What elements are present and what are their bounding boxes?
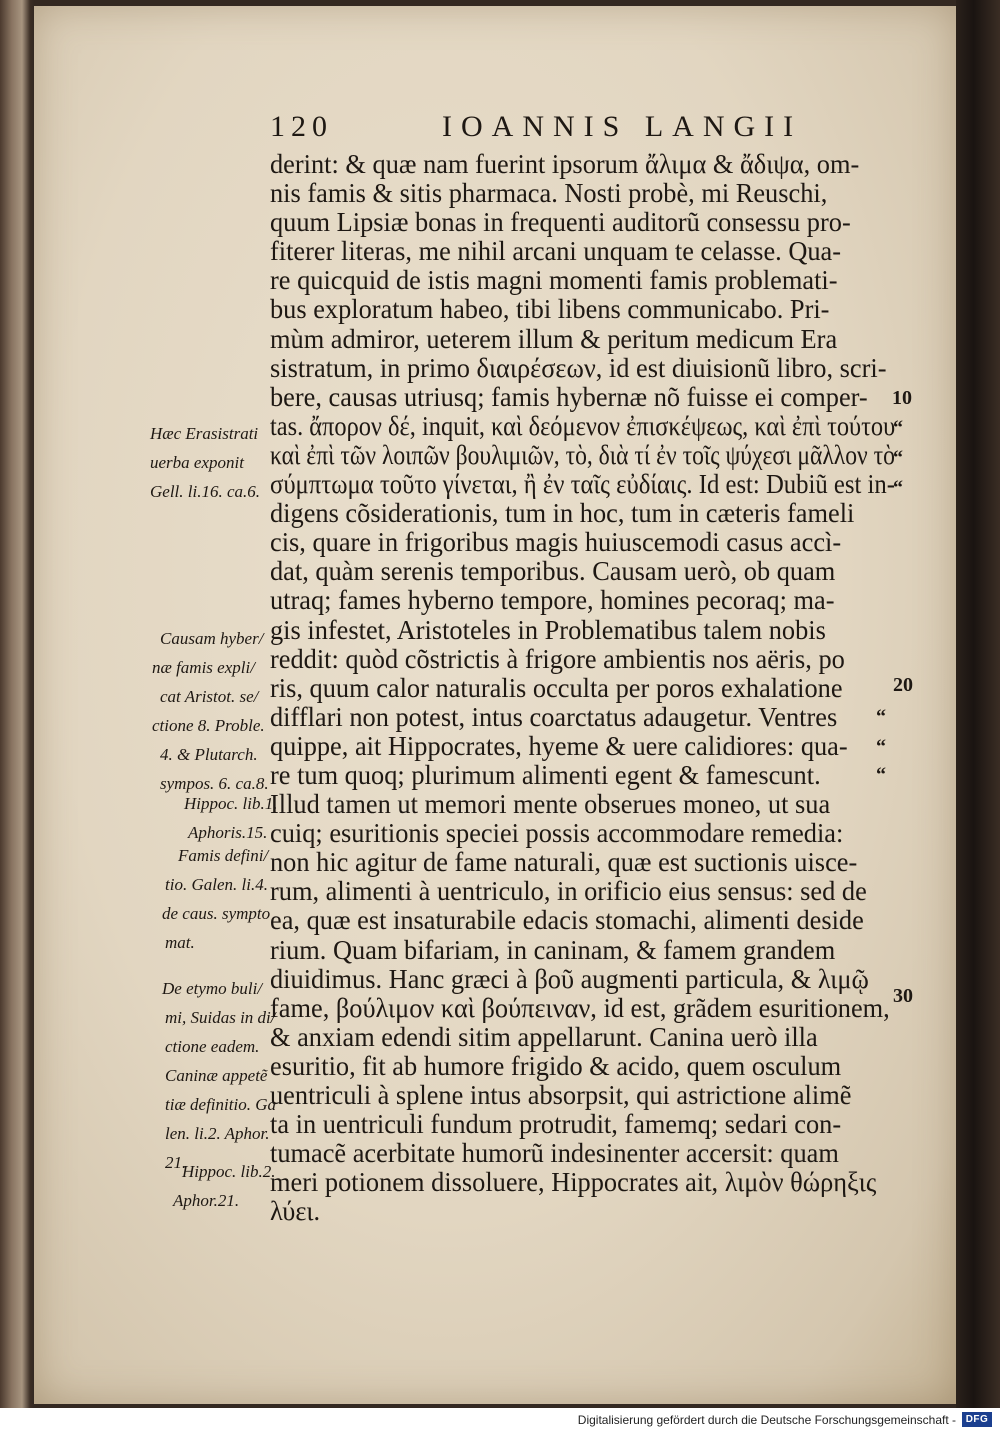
margin-note-line: Hæc Erasistrati [150,424,259,443]
text-line: fame, βούλιμον καὶ βούπειναν, id est, grãdem esuritionem, [270,992,890,1023]
line-number-20: 20 [893,674,913,696]
margin-note-line: 21. [165,1153,187,1172]
text-line: digens cõsiderationis, tum in hoc, tum in cæteris fameli [270,498,855,529]
footer-credit: Digitalisierung gefördert durch die Deutsche Forschungsgemeinschaft - [577,1413,956,1427]
text-line: tas. ἄπορον δέ, inquit, καὶ δεόμενον ἐπισκέψεως, καὶ ἐπὶ τούτου [270,410,896,441]
text-line: ea, quæ est insaturabile edacis stomachi, alimenti deside [270,905,864,936]
text-line: dat, quàm serenis temporibus. Causam uerò, ob quam [270,556,836,587]
margin-note-line: Caninæ appetẽ [165,1066,268,1085]
dfg-logo-icon: DFG [962,1412,992,1427]
text-line: difflari non potest, intus coarctatus adaugetur. Ventres [270,701,838,732]
text-line: sistratum, in primo διαιρέσεων, id est diuisionũ libro, scri- [270,352,887,383]
line-number-30: 30 [893,985,913,1007]
quote-mark: “ [893,417,903,439]
margin-note-line: De etymo buli/ [162,979,263,998]
text-line: ris, quum calor naturalis occulta per poros exhalatione [270,672,843,703]
quote-mark: “ [893,477,903,499]
margin-note-line: ctione 8. Proble. [152,716,265,735]
quote-mark: “ [876,736,886,758]
text-line: tumacẽ acerbitate humorũ indesinenter accersit: quam [270,1138,839,1169]
text-line: fiterer literas, me nihil arcani unquam te celasse. Qua- [270,236,842,267]
text-line: non hic agitur de fame naturali, quæ est suctionis uisce- [270,847,858,878]
text-line: nis famis & sitis pharmaca. Nosti probè, mi Reuschi, [270,178,828,209]
margin-note-line: tio. Galen. li.4. [165,875,268,894]
margin-note-line: sympos. 6. ca.8. [160,774,269,793]
margin-notes [0,0,300,1400]
line-number-10: 10 [892,387,912,409]
text-line: gis infestet, Aristoteles in Problematibus talem nobis [270,614,826,645]
page-number: 120 [270,110,333,143]
margin-note-line: mi, Suidas in di/ [165,1008,276,1027]
margin-note-line: Hippoc. lib.1. [184,794,278,813]
text-line: re tum quoq; plurimum alimenti egent & famescunt. [270,759,821,790]
text-line: meri potionem dissoluere, Hippocrates ait, λιμὸν θώρηξις [270,1167,877,1198]
quote-mark: “ [876,706,886,728]
margin-note-line: 4. & Plutarch. [160,745,258,764]
margin-note-line: Famis defini/ [178,846,269,865]
text-line: utraq; fames hyberno tempore, homines pecoraq; ma- [270,585,835,616]
text-line: λύει. [270,1196,321,1227]
margin-note-line: len. li.2. Aphor. [165,1124,270,1143]
main-text-block [270,150,910,1226]
text-line: Illud tamen ut memori mente obserues moneo, ut sua [270,789,831,820]
margin-note-line: tiæ definitio. Ga [165,1095,276,1114]
text-line: bus exploratum habeo, tibi libens communicabo. Pri- [270,294,830,325]
text-line: σύμπτωμα τοῦτο γίνεται, ἢ ἐν ταῖς εὐδίαις. Id est: Dubiũ est in- [270,469,895,500]
text-line: καὶ ἐπὶ τῶν λοιπῶν βουλιμιῶν, τὸ, διὰ τί ἐν τοῖς ψύχεσι μᾶλλον τὸ [270,439,895,470]
margin-note-line: cat Aristot. se/ [160,687,259,706]
running-title: IOANNIS LANGII [442,110,803,143]
quote-mark: “ [893,447,903,469]
margin-note-line: Hippoc. lib.2. [182,1162,276,1181]
margin-note-line: uerba exponit [150,453,244,472]
margin-note-line: Aphor.21. [173,1191,240,1210]
text-line: quum Lipsiæ bonas in frequenti auditorũ consessu pro- [270,207,851,238]
margin-note-line: ctione eadem. [165,1037,260,1056]
book-binding [956,0,1000,1408]
margin-note-line: Causam hyber/ [160,629,264,648]
text-line: cuiq; esuritionis speciei possis accommodare remedia: [270,818,844,849]
margin-note-line: næ famis expli/ [152,658,255,677]
text-line: esuritio, fit ab humore frigido & acido, quem osculum [270,1050,842,1081]
text-line: mùm admiror, ueterem illum & peritum medicum Era [270,323,838,354]
quote-mark: “ [876,764,886,786]
text-line: uentriculi à splene intus absorpsit, qui astrictione alimẽ [270,1080,852,1110]
text-line: quippe, ait Hippocrates, hyeme & uere calidiores: qua- [270,730,848,761]
text-line: derint: & quæ nam fuerint ipsorum ἄλιμα & ἄδιψα, om- [270,149,860,179]
digitization-footer [0,1408,1000,1432]
text-line: bere, causas utriusq; famis hybernæ nõ fuisse ei comper- [270,381,868,412]
text-line: rum, alimenti à uentriculo, in orificio eius sensus: sed de [270,876,867,907]
text-line: rium. Quam bifariam, in caninam, & famem grandem [270,934,836,965]
text-line: diuidimus. Hanc græci à βοῦ augmenti particula, & λιμῷ [270,963,869,994]
text-line: re quicquid de istis magni momenti famis problemati- [270,265,838,296]
margin-note-line: Gell. li.16. ca.6. [150,482,261,501]
margin-note-line: mat. [165,933,195,952]
running-head [270,110,910,150]
text-line: & anxiam edendi sitim appellarunt. Canina uerò illa [270,1021,818,1052]
text-line: ta in uentriculi fundum protrudit, famemq; sedari con- [270,1109,842,1140]
text-line: reddit: quòd cõstrictis à frigore ambientis nos aëris, po [270,643,845,674]
margin-note-line: Aphoris.15. [188,823,268,842]
text-line: cis, quare in frigoribus magis huiuscemodi casus accì- [270,527,842,558]
margin-note-line: de caus. sympto [162,904,271,923]
